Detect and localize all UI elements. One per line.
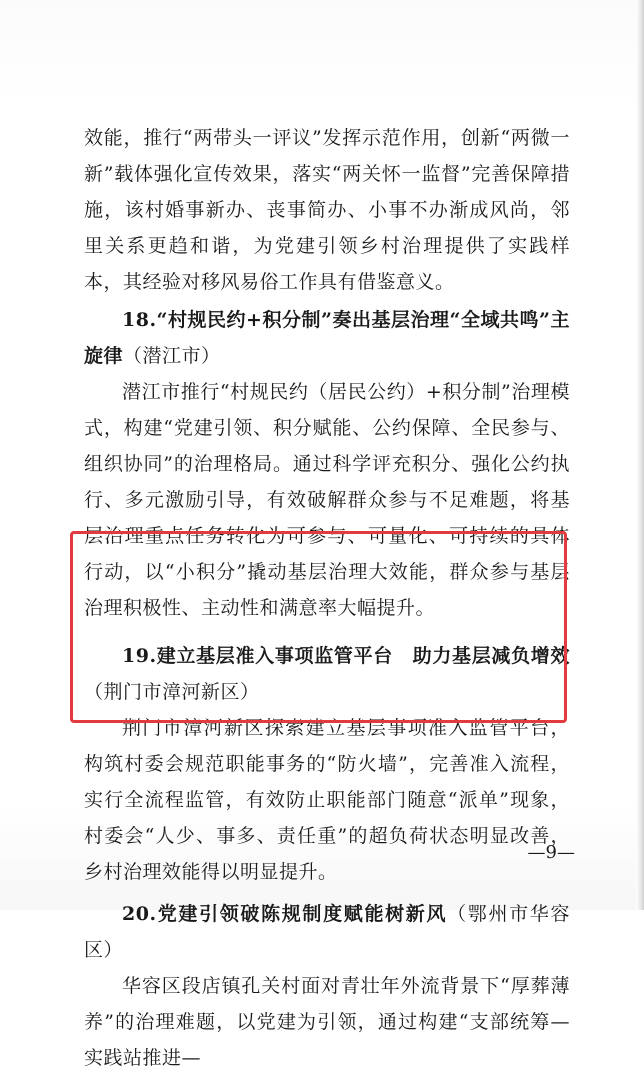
section-18-body: 潜江市推行“村规民约（居民公约）+积分制”治理模式，构建“党建引领、积分赋能、公约保障、全民参与、组织协同”的治理格局。通过科学评充积分、强化公约执行、多元激励引导，有效破解群众参与不足难题，将基层治理重点任务转化为可参与、可量化、可持续的具体行动，以“小积分”撬动基层治理大效能，群众参与基层治理积极性、主动性和满意率大幅提升。 — [84, 381, 570, 619]
section-20-place: （鄂州市华容区） — [84, 903, 570, 961]
highlight-box — [70, 531, 567, 723]
section-20-title: 20.党建引领破陈规制度赋能树新风 — [122, 903, 448, 925]
paragraph-top: 效能，推行“两带头一评议”发挥示范作用，创新“两微一新”载体强化宣传效果，落实“两关怀一监督”完善保障措施，该村婚事新办、丧事简办、小事不办渐成风尚，邻里关系更趋和谐，为党建引领乡村治理提供了实践样本，其经验对移风易俗工作具有借鉴意义。 — [84, 127, 570, 293]
section-20-body: 华容区段店镇孔关村面对青壮年外流背景下“厚葬薄养”的治理难题，以党建为引领，通过构建“支部统筹—实践站推进— — [84, 975, 570, 1069]
section-20-heading — [84, 896, 570, 968]
page-number: —9— — [527, 842, 575, 863]
section-19-title: 19.建立基层准入事项监管平台 助力基层减负增效 — [122, 645, 570, 667]
section-18-heading — [84, 302, 570, 374]
section-19-body: 荆门市漳河新区探索建立基层事项准入监管平台，构筑村委会规范职能事务的“防火墙”，完善准入流程，实行全流程监管，有效防止职能部门随意“派单”现象，村委会“人少、事多、责任重”的超负荷状态明显改善，乡村治理效能得以明显提升。 — [84, 717, 570, 883]
section-18-place: （潜江市） — [123, 345, 221, 367]
page-edge-shadow — [636, 0, 644, 910]
section-18-title: 18.“村规民约+积分制”奏出基层治理“全域共鸣”主旋律 — [84, 309, 570, 367]
section-19-place: （荆门市漳河新区） — [84, 681, 260, 703]
